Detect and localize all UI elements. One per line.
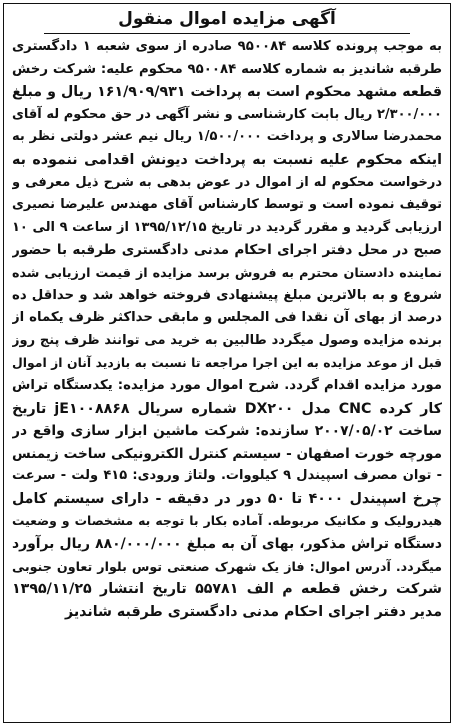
body-line: نماینده دادستان محترم به فروش برسد مزایده از قیمت ارزیابی شده [12,264,442,280]
body-line: دستگاه تراش مذکور، بهای آن به مبلغ ۸۸۰/۰۰۰/۰۰۰ ریال برآورد [12,536,442,553]
body-line: محمدرضا سالاری و پرداخت ۱/۵۰۰/۰۰۰ ریال نیم عشر دولتی نظر به [12,129,442,145]
body-line: ساخت ۲۰۰۷/۰۵/۰۲ سازنده: شرکت ماشین ابزار سازی واقع در [12,423,442,440]
body-line: چرخ اسپیندل ۴۰۰۰ تا ۵۰ دور در دقیقه - دارای سیستم کامل [12,490,442,507]
body-line: هیدرولیک و مکانیک مربوطه. آماده بکار با توجه به مشخصات و وضعیت [12,513,442,529]
title-underline [44,33,410,34]
body-line: صبح در محل دفتر اجرای احکام مدنی دادگستری طرقبه با حضور [12,242,442,259]
body-line: - توان مصرف اسپیندل ۹ کیلووات. ولتاژ ورودی: ۴۱۵ ولت - سرعت [12,468,442,484]
body-line: قطعه مشهد محکوم است به پرداخت ۱۶۱/۹۰۹/۹۳۱ ریال و مبلغ [12,84,442,101]
body-line: طرقبه شاندیز به شماره کلاسه ۹۵۰۰۸۴ محکوم علیه: شرکت رخش [12,61,442,77]
body-line: مورد مزایده اقدام گردد. شرح اموال مورد مزایده: یکدستگاه تراش [12,377,442,393]
body-line: ارزیابی گردید و مقرر گردید در تاریخ ۱۳۹۵/۱۲/۱۵ از ساعت ۹ الی ۱۰ [12,219,442,235]
body-line: مورچه خورت اصفهان - سیستم کنترل الکترونیکی ساخت زیمنس [12,445,442,462]
body-line: درصد از بهای آن نقدا فی المجلس و مابقی حداکثر ظرف یکماه از [12,310,442,326]
body-line: قبل از موعد مزایده به این اجرا مراجعه تا نسبت به بازدید آنان از اموال [12,355,442,371]
body-line: ۲/۳۰۰/۰۰۰ ریال بابت کارشناسی و نشر آگهی در حق محکوم له آقای [12,106,442,122]
body-line: درخواست محکوم له از اموال در عوض بدهی به شرح ذیل معرفی و [12,174,442,190]
signature-line: مدیر دفتر اجرای احکام مدنی دادگستری طرقبه شاندیز [65,603,442,620]
body-line: شروع و به بالاترین مبلغ پیشنهادی فروخته خواهد شد و حداقل ده [12,287,442,303]
notice-body [12,36,442,718]
body-line: به موجب پرونده کلاسه ۹۵۰۰۸۴ صادره از سوی شعبه ۱ دادگستری [12,39,442,54]
body-line: کار کرده CNC مدل DX۲۰۰ شماره سریال jE۱۰۰۸۸۶۸ تاریخ [12,400,442,417]
body-line: توقیف نموده است و توسط کارشناس آقای مهندس علیرضا نصیری [12,197,442,213]
body-line: برنده مزایده وصول میگردد طالبین به خرید می توانند ظرف پنج روز [12,332,442,348]
body-line: اینکه محکوم علیه نسبت به پرداخت دیونش اقدامی ننموده به [12,151,442,168]
notice-title: آگهی مزایده اموال منقول [118,9,336,29]
body-line: میگردد. آدرس اموال: فاز یک شهرک صنعتی توس بلوار تعاون جنوبی [12,558,442,574]
body-line: شرکت رخش قطعه م الف ۵۵۷۸۱ تاریخ انتشار ۱۳۹۵/۱۱/۲۵ [12,581,442,598]
notice-frame [3,3,451,723]
